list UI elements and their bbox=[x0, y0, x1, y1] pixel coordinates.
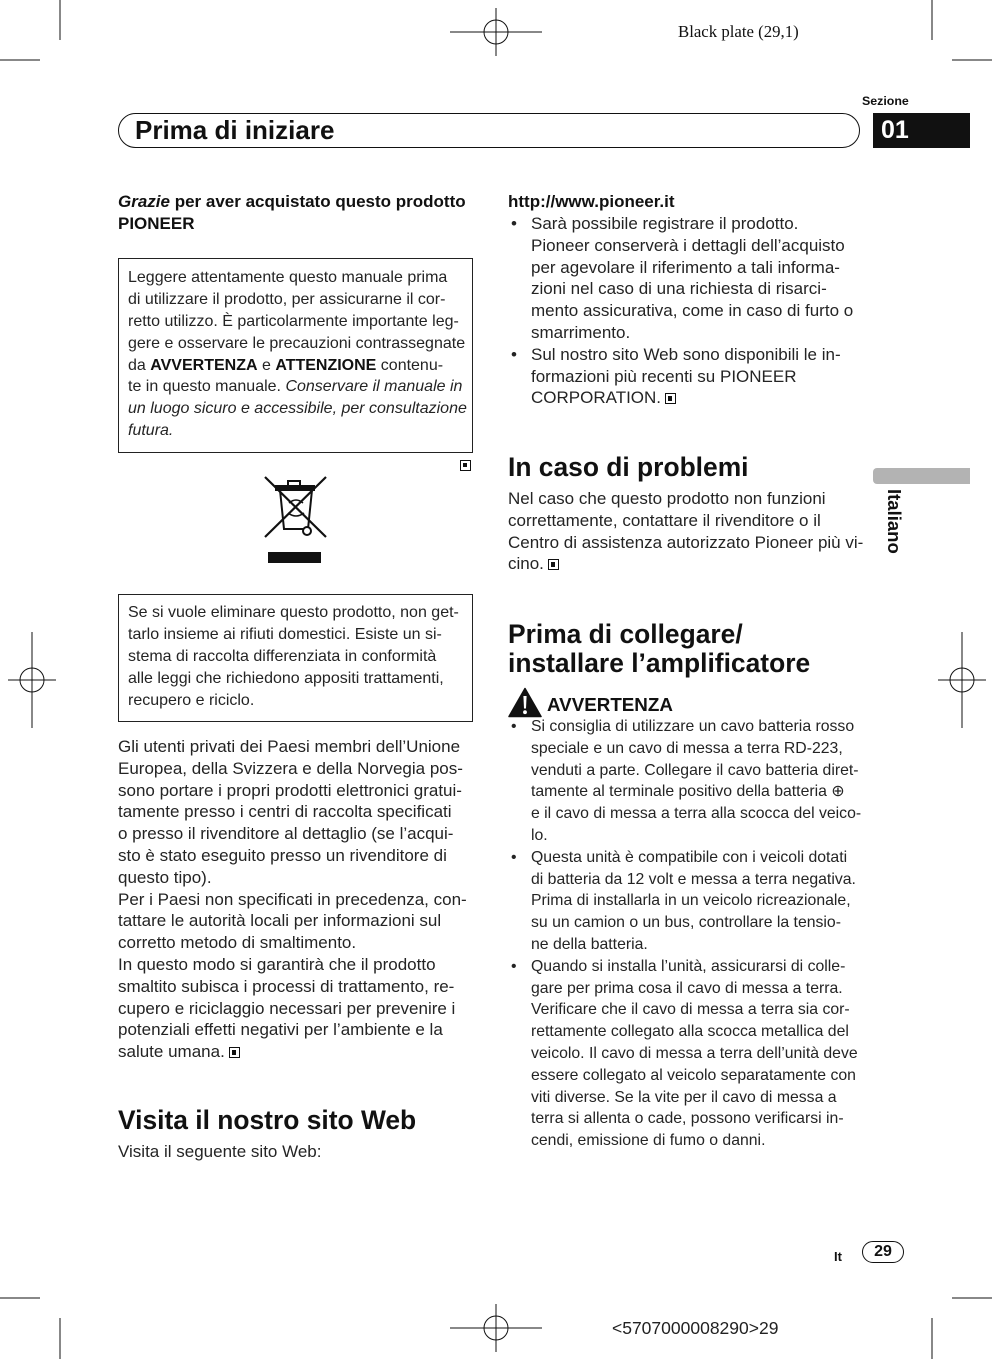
text-run: te in questo manuale. bbox=[128, 378, 286, 396]
problems-paragraph bbox=[508, 488, 863, 575]
emphasis-text: AVVERTENZA bbox=[150, 356, 258, 374]
text-run: cino. bbox=[508, 554, 544, 574]
text-line: recupero e riciclo. bbox=[128, 691, 255, 709]
text-line: Nel caso che questo prodotto non funzioni bbox=[508, 489, 826, 508]
text-line: correttamente, contattare il rivenditore o il bbox=[508, 510, 821, 530]
disposal-paragraph bbox=[118, 736, 467, 1063]
text-line: Per i Paesi non specificati in precedenza, con- bbox=[118, 889, 467, 909]
text-line: terra si allenta o cade, possono verificarsi in- bbox=[531, 1110, 844, 1128]
registration-mark-icon bbox=[8, 632, 56, 728]
chapter-title: Prima di iniziare bbox=[135, 115, 335, 145]
crop-mark-bottom-right bbox=[932, 1298, 992, 1359]
language-tab-bar bbox=[873, 468, 970, 484]
bullet-item bbox=[508, 213, 864, 344]
bullet-item bbox=[508, 847, 864, 956]
problems-heading: In caso di problemi bbox=[508, 452, 749, 482]
text-line: Pioneer conserverà i dettagli dell’acquisto bbox=[531, 235, 845, 255]
text-line: sono portare i propri prodotti elettronici gratui- bbox=[118, 780, 462, 800]
text-line: cupero e riciclaggio necessari per prevenire i bbox=[118, 998, 456, 1018]
text-run: da bbox=[128, 356, 151, 374]
emphasis-text: Conservare il manuale in bbox=[285, 378, 463, 396]
text-line: gere e osservare le precauzioni contrassegnate bbox=[128, 334, 466, 352]
registration-mark-icon bbox=[938, 632, 986, 728]
warning-label: AVVERTENZA bbox=[547, 694, 673, 715]
crop-mark-bottom-left bbox=[0, 1298, 60, 1359]
text-line: Gli utenti privati dei Paesi membri dell’Unione bbox=[118, 737, 461, 756]
text-line: sto è stato eseguito presso un rivenditore di bbox=[118, 845, 447, 865]
job-code: <5707000008290>29 bbox=[612, 1318, 779, 1338]
text-line bbox=[508, 553, 863, 575]
language-tab-label: Italiano bbox=[884, 489, 905, 554]
text-line: formazioni più recenti su PIONEER bbox=[531, 366, 797, 386]
text-run: contenu- bbox=[376, 356, 444, 374]
text-line: Prima di installarla in un veicolo ricreazionale, bbox=[531, 892, 851, 910]
crop-mark-top-right bbox=[932, 0, 992, 60]
website-intro-text: Visita il seguente sito Web: bbox=[118, 1142, 322, 1161]
website-url: http://www.pioneer.it bbox=[508, 192, 675, 211]
text-line: In questo modo si garantirà che il prodotto bbox=[118, 954, 436, 974]
text-line: retto utilizzo. È particolarmente importante leg- bbox=[128, 312, 459, 330]
disposal-box-text bbox=[128, 602, 459, 711]
text-line: mento assicurativa, come in caso di furto o bbox=[531, 301, 854, 321]
text-line: e il cavo di messa a terra alla scocca del veico- bbox=[531, 805, 862, 823]
text-line: PIONEER bbox=[118, 214, 195, 233]
text-line: smarrimento. bbox=[531, 322, 631, 342]
text-run: CORPORATION. bbox=[531, 388, 662, 408]
language-code: It bbox=[834, 1249, 842, 1264]
page-number: 29 bbox=[862, 1241, 904, 1263]
text-line: • Si consiglia di utilizzare un cavo batteria rosso bbox=[531, 718, 855, 735]
website-bullet-list bbox=[508, 213, 864, 409]
install-heading bbox=[508, 620, 810, 678]
text-line: • Sarà possibile registrare il prodotto. bbox=[531, 214, 799, 233]
intro-thanks bbox=[118, 191, 466, 235]
emphasis-text: Grazie bbox=[118, 192, 170, 211]
text-line: ne della batteria. bbox=[531, 935, 648, 953]
text-line bbox=[128, 398, 467, 420]
text-line bbox=[128, 376, 467, 398]
text-line bbox=[128, 355, 467, 377]
text-line: essere collegato al veicolo separatamente con bbox=[531, 1066, 856, 1084]
text-line: alle leggi che richiedono appositi trattamenti, bbox=[128, 669, 444, 687]
plate-label: Black plate (29,1) bbox=[678, 22, 799, 41]
text-line bbox=[128, 420, 467, 442]
emphasis-text: un luogo sicuro e accessibile, per consultazione bbox=[128, 400, 467, 418]
text-line bbox=[531, 387, 864, 409]
crop-mark-top-left bbox=[0, 0, 60, 60]
text-line: speciale e un cavo di messa a terra RD-223, bbox=[531, 739, 843, 757]
text-line: rettamente collegato alla scocca metallica del bbox=[531, 1023, 849, 1041]
text-run: e bbox=[257, 356, 276, 374]
text-line: • Questa unità è compatibile con i veicoli dotati bbox=[531, 848, 848, 866]
text-line: tamente presso i centri di raccolta specificati bbox=[118, 802, 452, 822]
text-line: Leggere attentamente questo manuale prima bbox=[128, 269, 448, 286]
emphasis-text: ATTENZIONE bbox=[275, 356, 377, 374]
text-line: smaltito subisca i processi di trattamento, re- bbox=[118, 976, 455, 996]
disposal-box bbox=[118, 594, 473, 722]
text-line: o presso il rivenditore al dettaglio (se l’acqui- bbox=[118, 824, 454, 844]
text-line: cendi, emissione di fumo o danni. bbox=[531, 1132, 766, 1150]
text-line: lo. bbox=[531, 826, 548, 844]
text-line: venduti a parte. Collegare il cavo batteria diret- bbox=[531, 761, 859, 779]
section-number: 01 bbox=[881, 116, 909, 144]
text-line bbox=[118, 191, 466, 213]
text-line: • Sul nostro sito Web sono disponibili le in- bbox=[531, 344, 841, 364]
text-run: per aver acquistato questo prodotto bbox=[169, 192, 466, 211]
section-number-box bbox=[873, 113, 970, 148]
end-mark-icon bbox=[460, 460, 471, 471]
bullet-item bbox=[508, 716, 864, 847]
text-line: zioni nel caso di una richiesta di risarci- bbox=[531, 279, 827, 299]
text-line: installare l’amplificatore bbox=[508, 647, 811, 678]
text-line: corretto metodo di smaltimento. bbox=[118, 933, 357, 953]
registration-mark-icon bbox=[450, 8, 542, 56]
text-line: di utilizzare il prodotto, per assicurarne il cor- bbox=[128, 290, 446, 308]
text-line: • Quando si installa l’unità, assicurarsi di colle- bbox=[531, 957, 846, 975]
manual-notice-box bbox=[118, 258, 473, 453]
text-line: viti diverse. Se la vite per il cavo di messa a bbox=[531, 1088, 837, 1106]
text-line: stema di raccolta differenziata in conformità bbox=[128, 647, 437, 665]
manual-notice-text bbox=[128, 267, 467, 442]
text-line: Prima di collegare/ bbox=[508, 618, 743, 649]
text-line: gare per prima cosa il cavo di messa a terra. bbox=[531, 979, 843, 997]
disposal-symbol-bar bbox=[268, 552, 321, 563]
text-line: Verificare che il cavo di messa a terra sia cor- bbox=[531, 1001, 850, 1019]
text-line: potenziali effetti negativi per l’ambiente e la bbox=[118, 1020, 443, 1040]
chapter-header-bar bbox=[118, 113, 860, 148]
emphasis-text: futura. bbox=[128, 422, 174, 440]
bullet-item bbox=[508, 344, 864, 409]
text-line bbox=[118, 1041, 467, 1063]
registration-mark-icon bbox=[450, 1304, 542, 1352]
text-line: di batteria da 12 volt e messa a terra negativa. bbox=[531, 870, 856, 888]
website-heading: Visita il nostro sito Web bbox=[118, 1105, 417, 1135]
crossed-out-wheelie-bin-icon bbox=[260, 472, 330, 542]
warning-bullet-list bbox=[508, 716, 864, 1152]
text-line: per agevolare il riferimento a tali informa- bbox=[531, 257, 840, 277]
text-line: Se si vuole eliminare questo prodotto, non get- bbox=[128, 604, 459, 621]
text-line: su un camion o un bus, controllare la tensio- bbox=[531, 914, 841, 932]
text-line: questo tipo). bbox=[118, 867, 212, 887]
section-label: Sezione bbox=[862, 94, 909, 108]
text-line: tarlo insieme ai rifiuti domestici. Esiste un si- bbox=[128, 625, 442, 643]
text-line: tamente al terminale positivo della batteria ⊕ bbox=[531, 783, 845, 801]
text-line: tattare le autorità locali per informazioni sul bbox=[118, 911, 442, 931]
bullet-item bbox=[508, 956, 864, 1152]
end-mark-icon bbox=[229, 1047, 240, 1058]
end-mark-icon bbox=[548, 559, 559, 570]
text-line: Centro di assistenza autorizzato Pioneer più vi- bbox=[508, 532, 864, 552]
end-mark-icon bbox=[665, 393, 676, 404]
warning-triangle-icon bbox=[508, 687, 542, 718]
text-run: salute umana. bbox=[118, 1042, 225, 1062]
text-line: Europea, della Svizzera e della Norvegia pos- bbox=[118, 758, 463, 778]
text-line: veicolo. Il cavo di messa a terra dell’unità deve bbox=[531, 1044, 858, 1062]
